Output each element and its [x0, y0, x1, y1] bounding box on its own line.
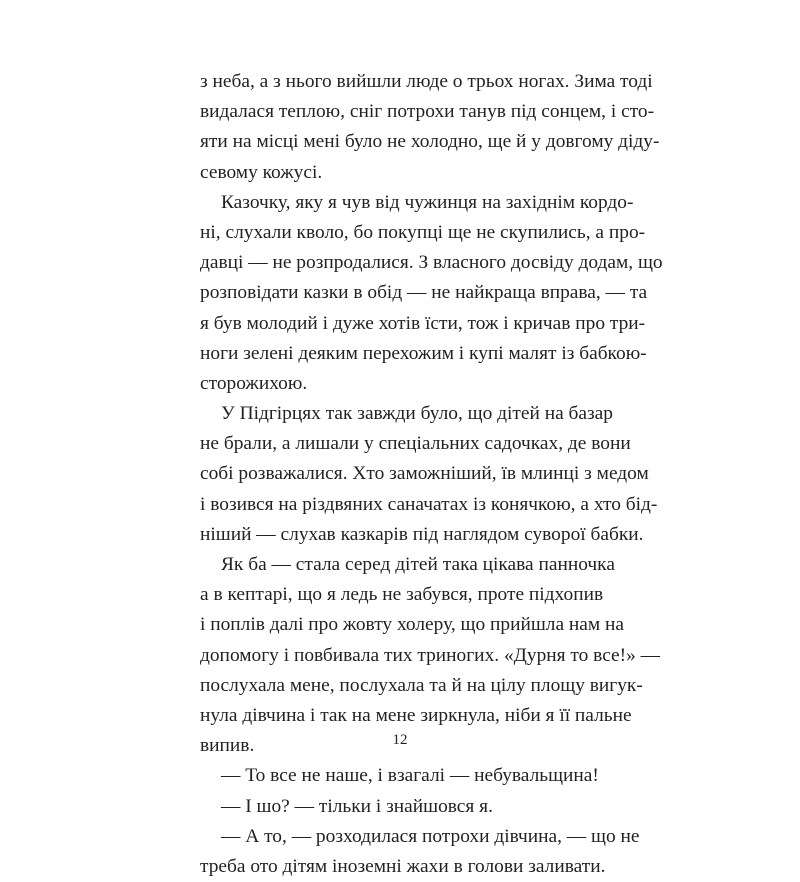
text-line: я був молодий і дуже хотів їсти, тож і кричав про три-	[200, 312, 646, 334]
text-line: і возився на різдвяних саначатах із конячкою, а хто бід-	[200, 493, 658, 515]
text-line: розповідати казки в обід — не найкраща вправа, — та	[200, 282, 648, 304]
text-line: не брали, а лишали у спеціальних садочках, де вони	[200, 433, 631, 455]
text-line: послухала мене, послухала та й на цілу площу вигук-	[200, 674, 643, 696]
text-line: сторожихою.	[200, 372, 308, 394]
text-line: ніший — слухав казкарів під наглядом суворої бабки.	[200, 523, 644, 545]
text-line: ноги зелені деяким перехожим і купі малят із бабкою-	[200, 342, 647, 364]
book-page	[200, 67, 663, 877]
text-line: видалася теплою, сніг потрохи танув під сонцем, і сто-	[200, 101, 655, 123]
text-line: а в кептарі, що я ледь не забувся, проте підхопив	[200, 584, 604, 606]
text-line: давці — не розпродалися. З власного досвіду додам, що	[200, 252, 663, 274]
text-line: севому кожусі.	[200, 161, 323, 183]
text-line: У Підгірцях так завжди було, що дітей на базар	[221, 403, 613, 425]
text-line: — А то, — розходилася потрохи дівчина, — що не	[221, 825, 640, 847]
text-line: собі розважалися. Хто заможніший, їв млинці з медом	[200, 463, 649, 485]
text-line: — І шо? — тільки і знайшовся я.	[221, 795, 493, 817]
text-line: Казочку, яку я чув від чужинця на західнім кордо-	[221, 191, 634, 213]
page-number: 12	[392, 732, 408, 748]
text-line: — То все не наше, і взагалі — небувальщина!	[221, 765, 599, 787]
text-line: яти на місці мені було не холодно, ще й у довгому діду-	[200, 131, 660, 153]
text-line: ні, слухали кволо, бо покупці ще не скупились, а про-	[200, 221, 646, 243]
text-line: з неба, а з нього вийшли люде о трьох ногах. Зима тоді	[200, 71, 653, 92]
text-line: Як ба — стала серед дітей така цікава панночка	[221, 554, 615, 575]
body-text	[200, 67, 663, 882]
text-line: треба ото дітям іноземні жахи в голови заливати.	[200, 855, 606, 877]
text-line: допомогу і повбивала тих триногих. «Дурня то все!» —	[200, 644, 661, 666]
text-line: випив.	[200, 735, 255, 757]
text-line: і поплів далі про жовту холеру, що прийшла нам на	[200, 614, 624, 636]
text-line: нула дівчина і так на мене зиркнула, ніби я її пальне	[200, 704, 632, 726]
